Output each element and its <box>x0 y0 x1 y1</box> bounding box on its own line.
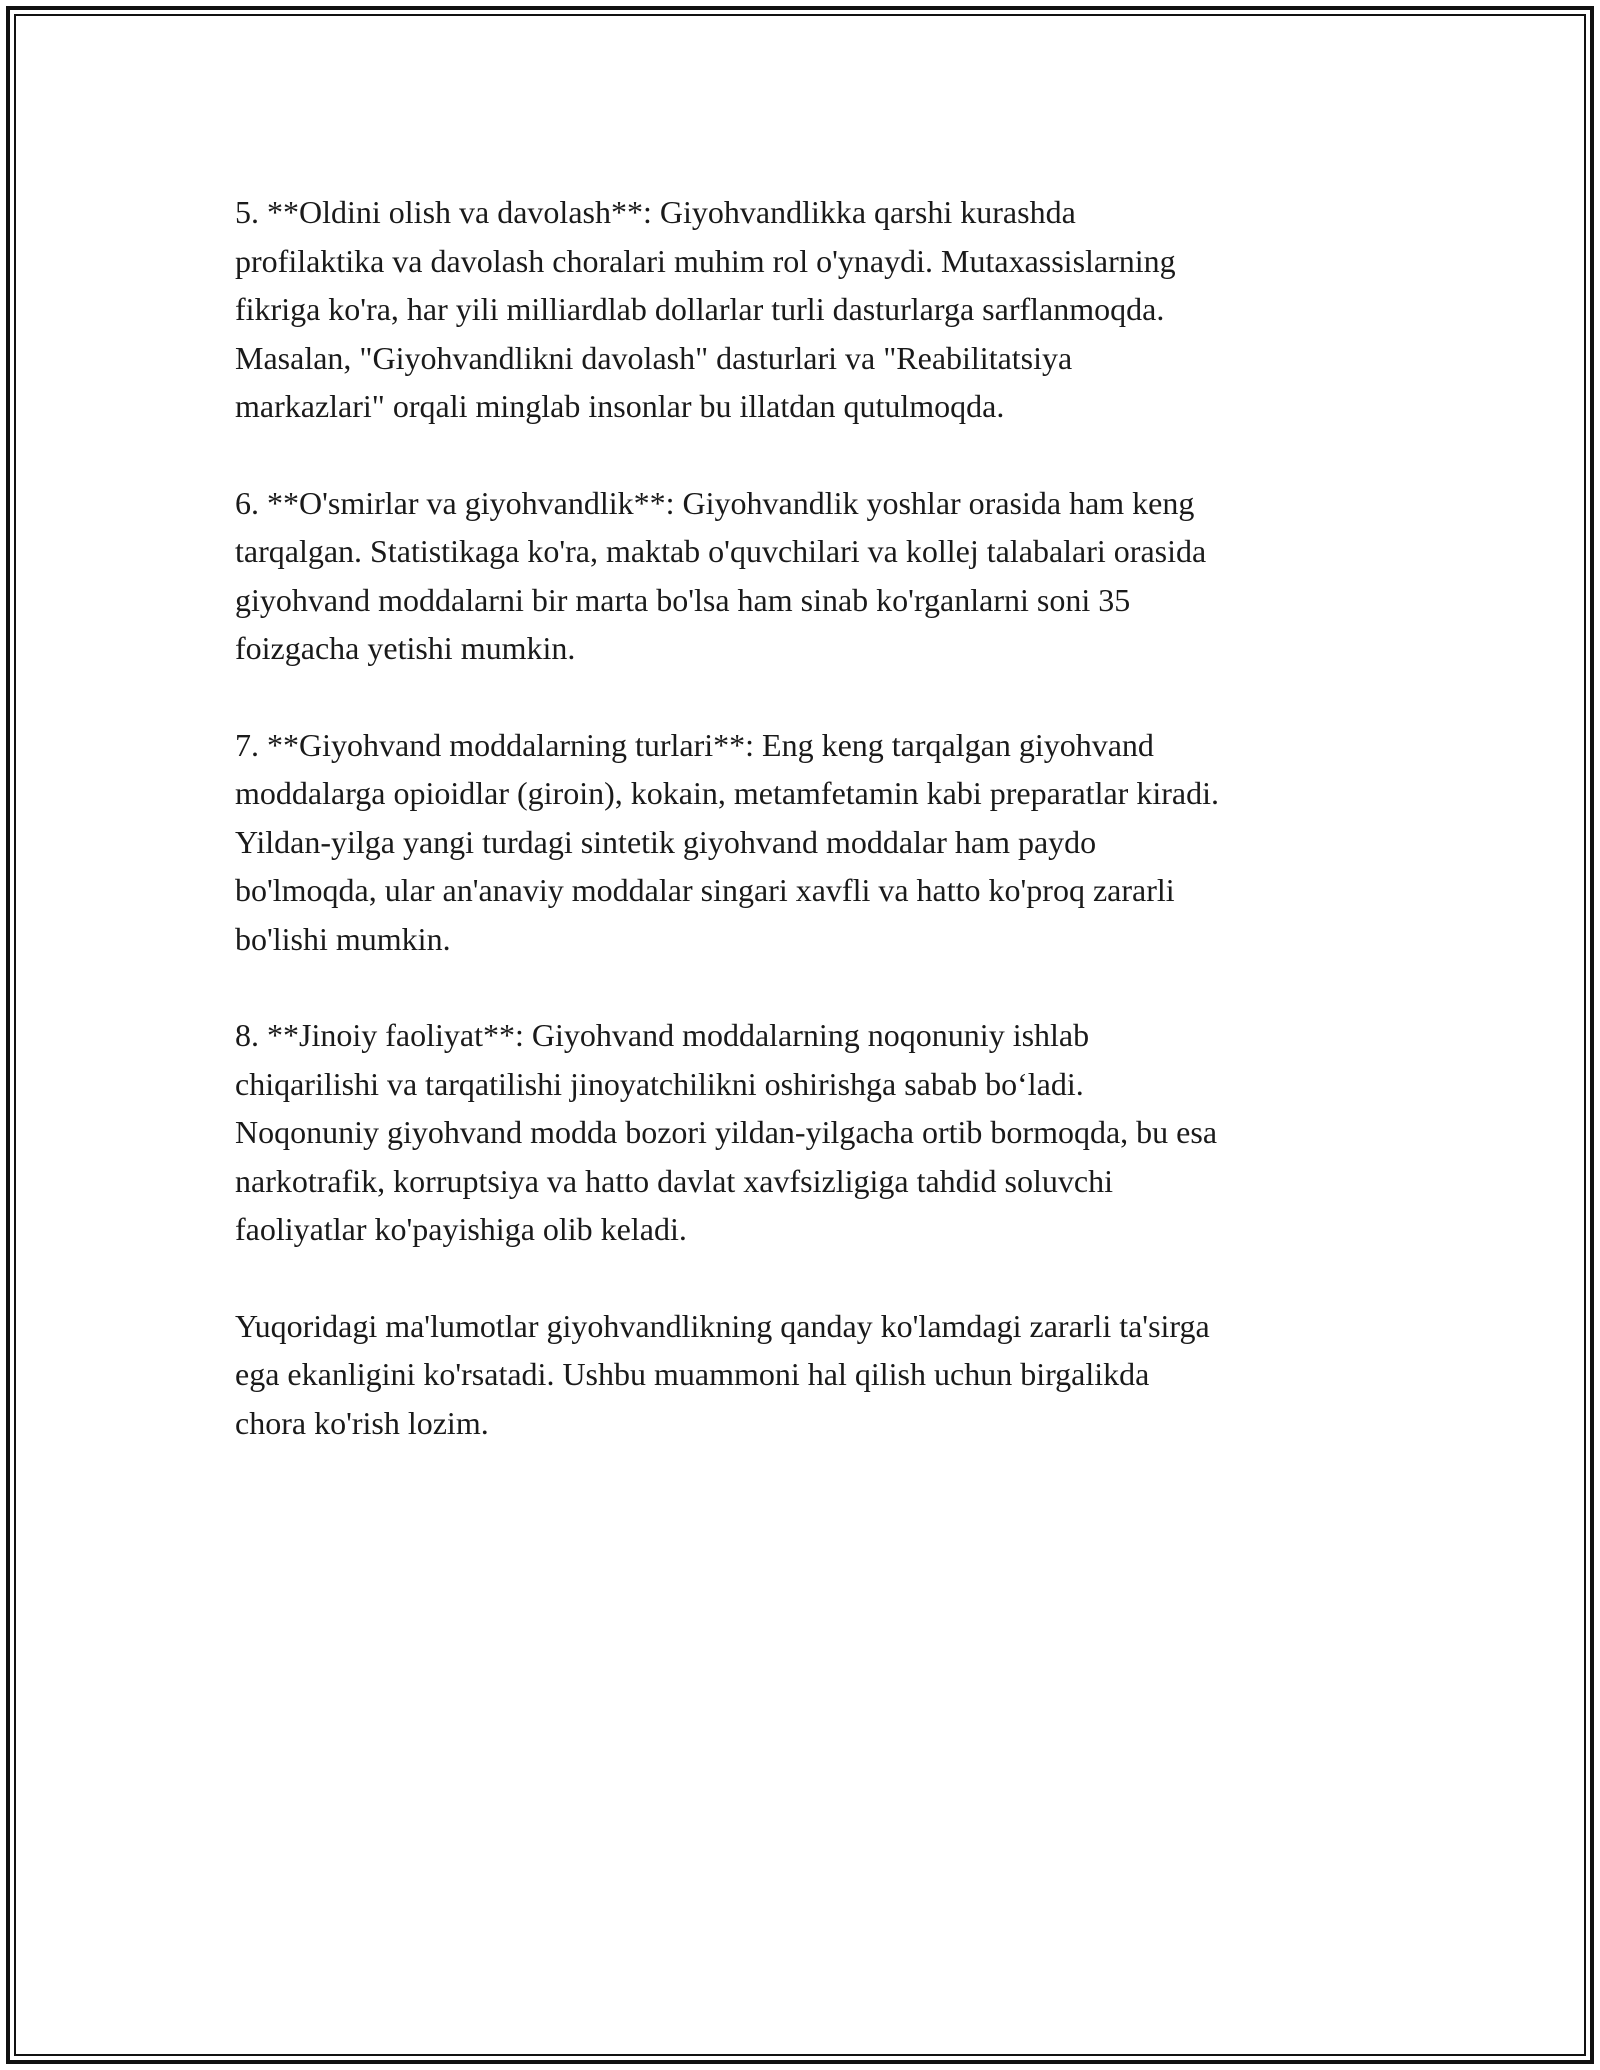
text-line: giyohvand moddalarni bir marta bo'lsa ham sinab ko'rganlarni soni 35 <box>235 581 1131 618</box>
text-line: 7. **Giyohvand moddalarning turlari**: Eng keng tarqalgan giyohvand <box>235 726 1154 763</box>
paragraph-teenagers-addiction <box>235 479 1375 673</box>
text-line: moddalarga opioidlar (giroin), kokain, metamfetamin kabi preparatlar kiradi. <box>235 775 1219 811</box>
paragraph-prevention-treatment <box>235 188 1375 431</box>
text-line: Noqonuniy giyohvand modda bozori yildan-yilgacha ortib bormoqda, bu esa <box>235 1114 1218 1150</box>
text-line: profilaktika va davolash choralari muhim rol o'ynaydi. Mutaxassislarning <box>235 242 1176 279</box>
document-body <box>235 188 1375 1495</box>
text-line: bo'lmoqda, ular an'anaviy moddalar singari xavfli va hatto ko'proq zararli <box>235 872 1175 908</box>
text-line: Yildan-yilga yangi turdagi sintetik giyohvand moddalar ham paydo <box>235 823 1097 860</box>
text-line: faoliyatlar ko'payishiga olib keladi. <box>235 1211 687 1247</box>
text-line: ega ekanligini ko'rsatadi. Ushbu muammoni hal qilish uchun birgalikda <box>235 1356 1150 1392</box>
text-line: 8. **Jinoiy faoliyat**: Giyohvand moddalarning noqonuniy ishlab <box>235 1017 1090 1053</box>
text-line: 6. **O'smirlar va giyohvandlik**: Giyohvandlik yoshlar orasida ham keng <box>235 484 1195 521</box>
text-line: foizgacha yetishi mumkin. <box>235 630 576 666</box>
text-line: chiqarilishi va tarqatilishi jinoyatchilikni oshirishga sabab bo‘ladi. <box>235 1065 1084 1102</box>
paragraph-criminal-activity <box>235 1011 1375 1254</box>
text-line: tarqalgan. Statistikaga ko'ra, maktab o'quvchilari va kollej talabalari orasida <box>235 533 1207 569</box>
text-line: markazlari" orqali minglab insonlar bu illatdan qutulmoqda. <box>235 388 1005 424</box>
paragraph-conclusion <box>235 1302 1375 1448</box>
text-line: Masalan, "Giyohvandlikni davolash" dasturlari va "Reabilitatsiya <box>235 339 1073 376</box>
text-line: chora ko'rish lozim. <box>235 1404 489 1441</box>
paragraph-drug-types <box>235 721 1375 964</box>
text-line: narkotrafik, korruptsiya va hatto davlat xavfsizligiga tahdid soluvchi <box>235 1162 1113 1199</box>
text-line: Yuqoridagi ma'lumotlar giyohvandlikning qanday ko'lamdagi zararli ta'sirga <box>235 1307 1210 1344</box>
text-line: fikriga ko'ra, har yili milliardlab dollarlar turli dasturlarga sarflanmoqda. <box>235 291 1165 327</box>
text-line: bo'lishi mumkin. <box>235 920 451 957</box>
text-line: 5. **Oldini olish va davolash**: Giyohvandlikka qarshi kurashda <box>235 194 1076 230</box>
